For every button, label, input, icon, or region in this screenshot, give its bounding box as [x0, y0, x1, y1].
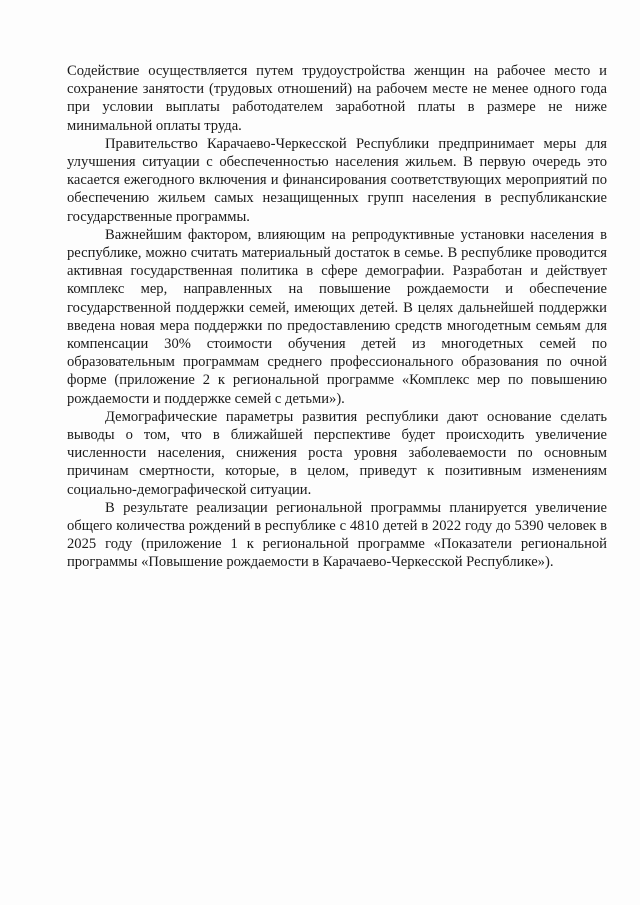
- paragraph-program-results: В результате реализации региональной программы планируется увеличение общего количества рождений в республике с 4810 детей в 2022 году до 5390 человек в 2025 году (приложение 1 к региональной программе «Показатели региональной программы «Повышение рождаемости в Карачаево-Черкесской Республике»).: [67, 499, 607, 571]
- paragraph-employment-assistance: Содействие осуществляется путем трудоустройства женщин на рабочее место и сохранение занятости (трудовых отношений) на рабочем месте не менее одного года при условии выплаты работодателем заработной платы в размере не ниже минимальной оплаты труда.: [67, 63, 607, 134]
- paragraph-housing: Правительство Карачаево-Черкесской Республики предпринимает меры для улучшения ситуации с обеспеченностью населения жильем. В первую очередь это касается ежегодного включения и финансирования соответствующих мероприятий по обеспечению жильем самых незащищенных групп населения в республиканские государственные программы.: [67, 135, 607, 225]
- document-body: [67, 62, 607, 572]
- paragraph-family-support: Важнейшим фактором, влияющим на репродуктивные установки населения в республике, можно считать материальный достаток в семье. В республике проводится активная государственная политика в сфере демографии. Разработан и действует комплекс мер, направленных на повышение рождаемости и обеспечение государственной поддержки семей, имеющих детей. В целях дальнейшей поддержки введена новая мера поддержки по предоставлению средств многодетным семьям для компенсации 30% стоимости обучения детей из многодетных семей по образовательным программам среднего профессионального образования по очной форме (приложение 2 к региональной программе «Комплекс мер по повышению рождаемости и поддержке семей с детьми»).: [67, 226, 607, 407]
- paragraph-demographic-outlook: Демографические параметры развития республики дают основание сделать выводы о том, что в ближайшей перспективе будет происходить увеличение численности населения, снижения роста уровня заболеваемости по основным причинам смертности, которые, в целом, приведут к позитивным изменениям социально-демографической ситуации.: [67, 408, 607, 498]
